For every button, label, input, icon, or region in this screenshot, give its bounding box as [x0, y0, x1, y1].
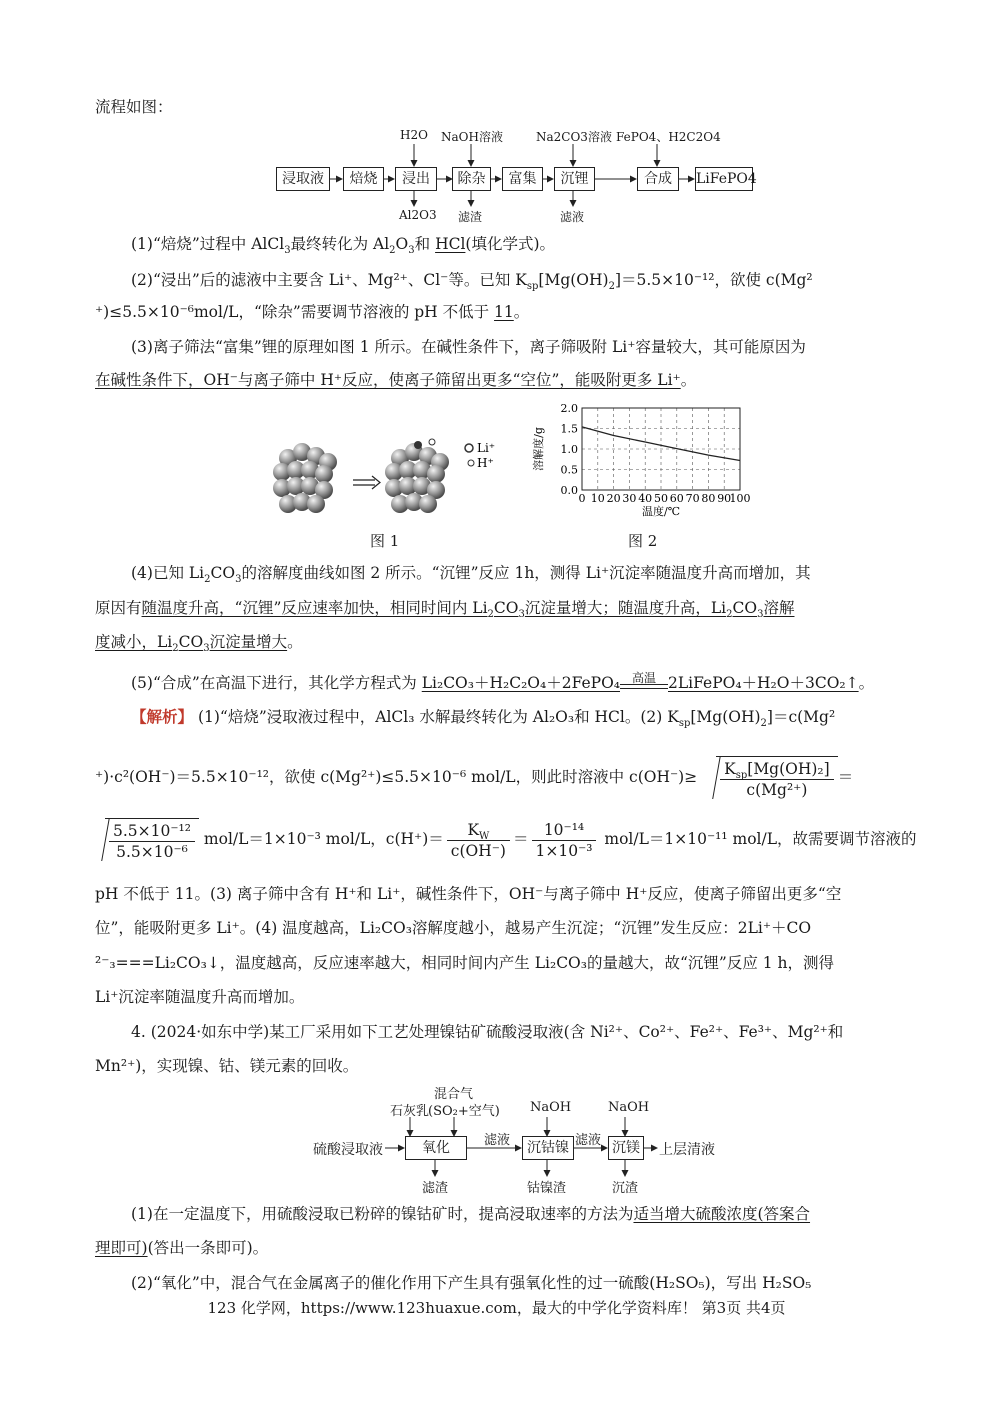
sqrt-expression: $\frac{K_{sp}[Mg(OH)_2]}{\text{c(Mg²⁺)}}$: [716, 756, 838, 800]
output-sediment: 沉渣: [612, 1181, 639, 1196]
flow2-end: 上层清液: [659, 1142, 715, 1158]
figure-1-caption: 图 1: [370, 532, 400, 550]
box-precipitate-li: 沉锂: [554, 167, 595, 191]
flow2-mid-filtrate-1: 滤液: [484, 1133, 511, 1148]
question-3-line-2: 在碱性条件下，OH⁻与离子筛中 H⁺反应，使离子筛留出更多“空位”，能吸附更多 Li⁺。: [95, 371, 697, 389]
question-1: (1)“焙烧”过程中 AlCl$_3$最终转化为 $Al_2O_3$和 HCl(填化学式)。: [131, 235, 556, 257]
answer-3: 在碱性条件下，OH⁻与离子筛中 H⁺反应，使离子筛留出更多“空位”，能吸附更多 Li⁺: [95, 371, 681, 389]
flow2-mid-filtrate-2: 滤液: [575, 1133, 602, 1148]
input-mixed-gas-detail: (SO₂+空气): [428, 1104, 500, 1119]
y-tick-label: 0.5: [560, 463, 578, 477]
answer-4-part-2: 度减小，$Li_2CO_3$沉淀量增大: [95, 633, 288, 655]
x-axis-label: 温度/℃: [641, 505, 681, 518]
question-4-line-1: (4)已知 $Li_2CO_3$的溶解度曲线如图 2 所示。“沉锂”反应 1h，测得 Li⁺沉淀率随温度升高而增加，其: [131, 564, 811, 586]
legend-li-label: Li⁺: [477, 441, 496, 455]
input-fepo4: FePO4、H2C2O4: [616, 130, 721, 144]
sqrt-value: $\frac{\text{5.5×10⁻¹²}}{\text{5.5×10⁻⁶}}$: [105, 818, 199, 862]
question-2-line-2: ⁺)≤5.5×10⁻⁶mol/L，“除杂”需要调节溶液的 pH 不低于 11。: [95, 303, 530, 321]
analysis-line-4: pH 不低于 11。(3) 离子筛中含有 H⁺和 Li⁺，碱性条件下，OH⁻与离子筛中 H⁺反应，使离子筛留出更多“空: [95, 885, 842, 903]
answer-4-part-1: 随温度升高，“沉锂”反应速率加快，相同时间内 $Li_2CO_3$沉淀量增大；随温度升高，$Li_2CO_3$溶解: [141, 599, 795, 621]
box-precipitate-mg: 沉镁: [608, 1136, 644, 1160]
question-4-line-2: 原因有随温度升高，“沉锂”反应速率加快，相同时间内 $Li_2CO_3$沉淀量增大；随温度升高，$Li_2CO_3$溶解: [95, 599, 795, 621]
answer-2: 11: [494, 303, 514, 321]
analysis-line-6: ²⁻₃===Li₂CO₃↓，温度越高，反应速率越大，相同时间内产生 Li₂CO₃的量越大，故“沉锂”反应 1 h，测得: [95, 954, 835, 972]
question-2-line-1: (2)“浸出”后的滤液中主要含 Li⁺、Mg²⁺、Cl⁻等。已知 $K_{sp}[Mg(OH)_2]=5.5\times 10^{-12}$，欲使 c(Mg²: [131, 271, 813, 293]
y-tick-label: 1.0: [560, 443, 578, 456]
box-enrich: 富集: [502, 167, 543, 191]
analysis-line-1: 【解析】 (1)“焙烧”浸取液过程中，AlCl₃ 水解最终转化为 Al₂O₃和 HCl。(2) $K_{sp}[Mg(OH)_2]=c(Mg^2$: [131, 707, 836, 730]
sub-question-2: (2)“氧化”中，混合气在金属离子的催化作用下产生具有强氧化性的过一硫酸(H₂SO₅)，写出 H₂SO₅: [131, 1274, 812, 1292]
x-tick-label: 70: [685, 492, 700, 505]
box-roast: 焙烧: [343, 167, 384, 191]
x-tick-label: 10: [590, 492, 605, 505]
sub-question-1-line-2: 理即可)(答出一条即可)。: [95, 1239, 269, 1257]
input-naoh: NaOH溶液: [441, 130, 503, 144]
box-oxidation: 氧化: [405, 1136, 467, 1160]
output-residue-2: 滤渣: [422, 1181, 449, 1196]
sub-question-1-line-1: (1)在一定温度下，用硫酸浸取已粉碎的镍钴矿时，提高浸取速率的方法为适当增大硫酸浓度(答案合: [131, 1205, 811, 1223]
x-tick-label: 30: [622, 492, 637, 505]
x-tick-label: 100: [729, 492, 751, 505]
answer-5: Li₂CO₃＋H₂C₂O₄＋2FePO₄ 高温 2LiFePO₄＋H₂O＋3CO₂↑: [421, 670, 859, 692]
flow2-start: 硫酸浸取液: [313, 1142, 383, 1158]
question-5: (5)“合成”在高温下进行，其化学方程式为 Li₂CO₃＋H₂C₂O₄＋2FePO₄ 高温 2LiFePO₄＋H₂O＋3CO₂↑。: [131, 670, 875, 692]
input-h2o: H2O: [400, 128, 428, 142]
analysis-line-3: $\frac{\text{5.5×10⁻¹²}}{\text{5.5×10⁻⁶}}$ mol/L＝1×10⁻³ mol/L，c(H⁺)＝ $\frac{K_W}{c(OH^-)}$ ＝ $\frac{\text{10⁻¹⁴}}{\text{1×10⁻³}}$ mol/L＝1×10⁻¹¹ mol/L，故需要调节溶液的: [95, 818, 900, 862]
analysis-line-7: Li⁺沉淀率随温度升高而增加。: [95, 988, 305, 1006]
analysis-line-5: 位”，能吸附更多 Li⁺。(4) 温度越高，Li₂CO₃溶解度越小，越易产生沉淀；“沉锂”发生反应：2Li⁺＋CO: [95, 919, 812, 937]
input-naoh-2: NaOH: [608, 1100, 650, 1115]
sub-answer-1b: 理即可): [95, 1239, 148, 1257]
x-tick-label: 20: [606, 492, 621, 505]
answer-1: HCl: [435, 235, 466, 253]
box-leach-liquid: 浸取液: [276, 167, 330, 191]
problem-4-line-2: Mn²⁺)，实现镍、钴、镁元素的回收。: [95, 1057, 359, 1075]
box-remove-impurity: 除杂: [452, 167, 491, 191]
box-leach-out: 浸出: [395, 167, 437, 191]
page-footer: 123 化学网，https://www.123huaxue.com，最大的中学化学资料库！ 第3页 共4页: [207, 1299, 786, 1317]
input-mixed-gas: 混合气: [434, 1087, 474, 1102]
output-co-ni-residue: 钴镍渣: [527, 1181, 567, 1196]
x-tick-label: 0: [578, 492, 586, 505]
y-axis-label: 溶解度/g: [532, 427, 545, 471]
sub-answer-1a: 适当增大硫酸浓度(答案合: [633, 1205, 811, 1223]
input-lime-milk: 石灰乳: [390, 1104, 430, 1119]
legend-h-label: H⁺: [477, 456, 494, 470]
analysis-line-2: ⁺)·c²(OH⁻)＝5.5×10⁻¹²，欲使 c(Mg²⁺)≤5.5×10⁻⁶ mol/L，则此时溶液中 c(OH⁻)≥ $\frac{K_{sp}[Mg(OH)_2]}{\text{c(Mg²⁺)}}$ ＝: [95, 756, 900, 800]
question-3-line-1: (3)离子筛法“富集”锂的原理如图 1 所示。在碱性条件下，离子筛吸附 Li⁺容量较大，其可能原因为: [131, 338, 806, 356]
box-synthesis: 合成: [637, 167, 679, 191]
y-tick-label: 2.0: [560, 402, 578, 415]
x-tick-label: 80: [701, 492, 716, 505]
box-lifepo4: LiFePO4: [695, 167, 753, 191]
y-tick-label: 0.0: [560, 484, 578, 497]
input-na2co3: Na2CO3溶液: [536, 130, 612, 144]
x-tick-label: 50: [654, 492, 668, 505]
output-filtrate: 滤液: [560, 210, 585, 224]
input-naoh-1: NaOH: [530, 1100, 572, 1115]
figure-2-caption: 图 2: [628, 532, 658, 550]
problem-4-line-1: 4. (2024·如东中学)某工厂采用如下工艺处理镍钴矿硫酸浸取液(含 Ni²⁺、Co²⁺、Fe²⁺、Fe³⁺、Mg²⁺和: [131, 1023, 844, 1041]
x-tick-label: 90: [717, 492, 732, 505]
output-residue: 滤渣: [458, 210, 483, 224]
flow-heading: 流程如图：: [95, 98, 173, 116]
output-al2o3: Al2O3: [399, 208, 437, 222]
y-tick-label: 1.5: [560, 422, 578, 436]
x-tick-label: 60: [669, 492, 684, 505]
box-precipitate-co-ni: 沉钴镍: [522, 1136, 574, 1160]
analysis-tag: 【解析】: [131, 707, 194, 726]
x-tick-label: 40: [638, 492, 653, 505]
question-4-line-3: 度减小，$Li_2CO_3$沉淀量增大。: [95, 633, 303, 655]
reaction-condition: 高温: [620, 680, 668, 689]
